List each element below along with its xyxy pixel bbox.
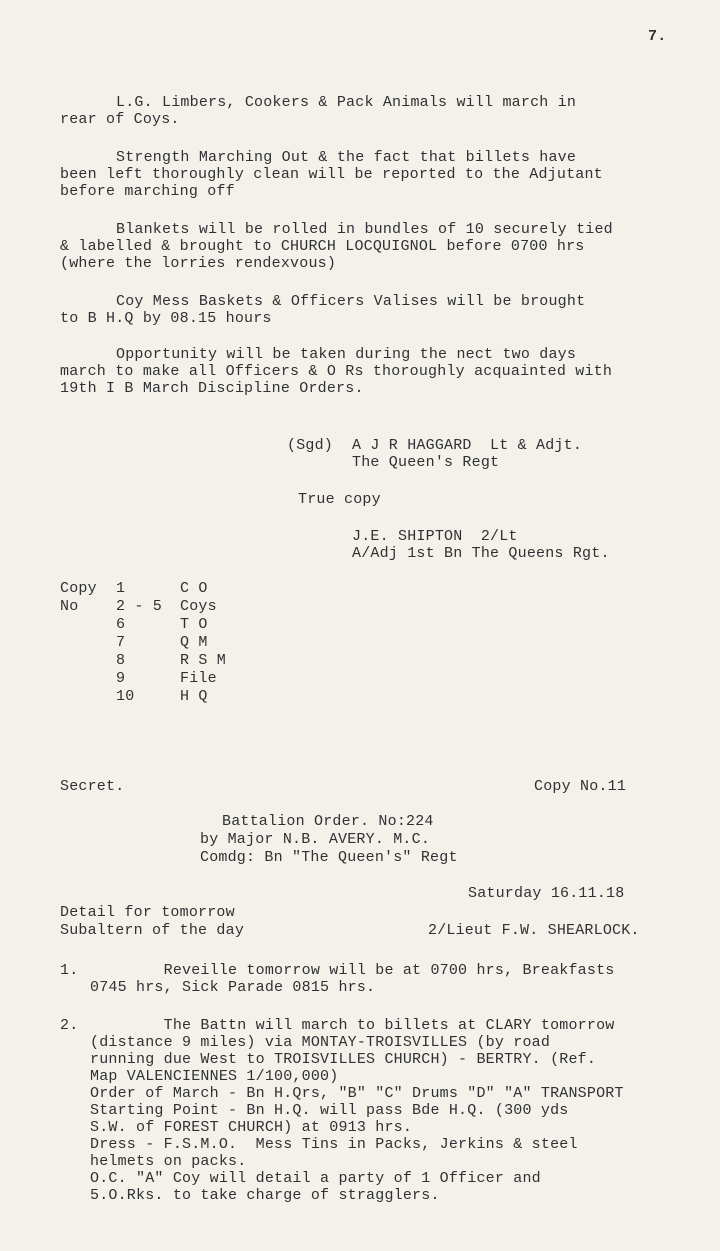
text-line: running due West to TROISVILLES CHURCH) - BERTRY. (Ref. bbox=[90, 1051, 597, 1068]
text-line: 0745 hrs, Sick Parade 0815 hrs. bbox=[90, 979, 376, 996]
copy-signatory-name: J.E. SHIPTON 2/Lt bbox=[352, 528, 518, 545]
subaltern-label: Subaltern of the day bbox=[60, 922, 245, 939]
text-line: helmets on packs. bbox=[90, 1153, 247, 1170]
copy-label: Copy No bbox=[60, 580, 97, 615]
paragraph-limbers bbox=[60, 94, 710, 128]
copy-number: 8 bbox=[116, 652, 126, 669]
copy-row bbox=[60, 688, 300, 706]
signatory-name: A J R HAGGARD Lt & Adjt. bbox=[352, 437, 583, 454]
text-line: (distance 9 miles) via MONTAY-TROISVILLES (by road bbox=[90, 1034, 551, 1051]
copy-number: 2 - 5 bbox=[116, 598, 163, 615]
text-line: L.G. Limbers, Cookers & Pack Animals will march in bbox=[116, 94, 577, 111]
copy-recipient: Coys bbox=[180, 598, 217, 615]
text-line: Reveille tomorrow will be at 0700 hrs, Breakfasts bbox=[90, 962, 615, 979]
sgd-label: (Sgd) bbox=[287, 437, 334, 454]
text-line: Starting Point - Bn H.Q. will pass Bde H.Q. (300 yds bbox=[90, 1102, 569, 1119]
text-line: to B H.Q by 08.15 hours bbox=[60, 310, 272, 327]
text-line: S.W. of FOREST CHURCH) at 0913 hrs. bbox=[90, 1119, 413, 1136]
order-item-march bbox=[60, 1017, 720, 1204]
copy-label bbox=[60, 688, 116, 706]
paragraph-blankets bbox=[60, 221, 710, 272]
subaltern-name: 2/Lieut F.W. SHEARLOCK. bbox=[428, 922, 640, 939]
true-copy-label: True copy bbox=[298, 491, 381, 508]
detail-label: Detail for tomorrow bbox=[60, 904, 235, 921]
copy-row bbox=[60, 598, 300, 616]
copy-label bbox=[60, 634, 116, 652]
copy-row bbox=[60, 670, 300, 688]
text-line: Order of March - Bn H.Qrs, "B" "C" Drums "D" "A" TRANSPORT bbox=[90, 1085, 624, 1102]
copy-number: 7 bbox=[116, 634, 126, 651]
copy-row bbox=[60, 634, 300, 652]
copy-label bbox=[60, 598, 116, 616]
item-number: 2. bbox=[60, 1017, 79, 1034]
text-line: The Battn will march to billets at CLARY tomorrow bbox=[90, 1017, 615, 1034]
text-line: before marching off bbox=[60, 183, 235, 200]
page-number: 7. bbox=[648, 28, 667, 45]
text-line: Dress - F.S.M.O. Mess Tins in Packs, Jerkins & steel bbox=[90, 1136, 578, 1153]
paragraph-strength bbox=[60, 149, 710, 200]
copy-recipient: H Q bbox=[180, 688, 208, 705]
copy-number: 1 bbox=[116, 580, 126, 597]
copy-label bbox=[60, 670, 116, 688]
order-commanding: Comdg: Bn "The Queen's" Regt bbox=[200, 849, 458, 866]
copy-number: 6 bbox=[116, 616, 126, 633]
copy-number-label: Copy No.11 bbox=[534, 778, 627, 795]
text-line: march to make all Officers & O Rs thoroughly acquainted with bbox=[60, 363, 613, 380]
text-line: O.C. "A" Coy will detail a party of 1 Officer and bbox=[90, 1170, 541, 1187]
text-line: (where the lorries rendexvous) bbox=[60, 255, 337, 272]
copy-number: 9 bbox=[116, 670, 126, 687]
copy-distribution-list bbox=[60, 580, 300, 706]
copy-signature-block bbox=[352, 528, 610, 562]
text-line: Strength Marching Out & the fact that billets have bbox=[116, 149, 577, 166]
text-line: Blankets will be rolled in bundles of 10 securely tied bbox=[116, 221, 613, 238]
text-line: & labelled & brought to CHURCH LOCQUIGNOL before 0700 hrs bbox=[60, 238, 585, 255]
text-line: rear of Coys. bbox=[60, 111, 180, 128]
copy-recipient: T O bbox=[180, 616, 208, 633]
copy-recipient: C O bbox=[180, 580, 208, 597]
copy-row bbox=[60, 652, 300, 670]
text-line: Coy Mess Baskets & Officers Valises will be brought bbox=[116, 293, 586, 310]
copy-recipient: Q M bbox=[180, 634, 208, 651]
order-item-reveille bbox=[60, 962, 720, 996]
item-number: 1. bbox=[60, 962, 79, 979]
text-line: been left thoroughly clean will be reported to the Adjutant bbox=[60, 166, 603, 183]
order-title: Battalion Order. No:224 bbox=[222, 813, 434, 830]
signatory-regiment: The Queen's Regt bbox=[352, 454, 500, 471]
copy-label bbox=[60, 616, 116, 634]
copy-number: 10 bbox=[116, 688, 135, 705]
order-issued-by: by Major N.B. AVERY. M.C. bbox=[200, 831, 431, 848]
text-line: Opportunity will be taken during the nect two days bbox=[116, 346, 577, 363]
copy-recipient: R S M bbox=[180, 652, 227, 669]
secret-label: Secret. bbox=[60, 778, 125, 795]
copy-label bbox=[60, 652, 116, 670]
paragraph-mess-baskets bbox=[60, 293, 710, 327]
copy-signatory-title: A/Adj 1st Bn The Queens Rgt. bbox=[352, 545, 610, 562]
paragraph-opportunity bbox=[60, 346, 710, 397]
text-line: Map VALENCIENNES 1/100,000) bbox=[90, 1068, 339, 1085]
text-line: 19th I B March Discipline Orders. bbox=[60, 380, 364, 397]
copy-row bbox=[60, 616, 300, 634]
text-line: 5.O.Rks. to take charge of stragglers. bbox=[90, 1187, 440, 1204]
copy-recipient: File bbox=[180, 670, 217, 687]
order-date: Saturday 16.11.18 bbox=[468, 885, 625, 902]
signature-block bbox=[352, 437, 582, 471]
